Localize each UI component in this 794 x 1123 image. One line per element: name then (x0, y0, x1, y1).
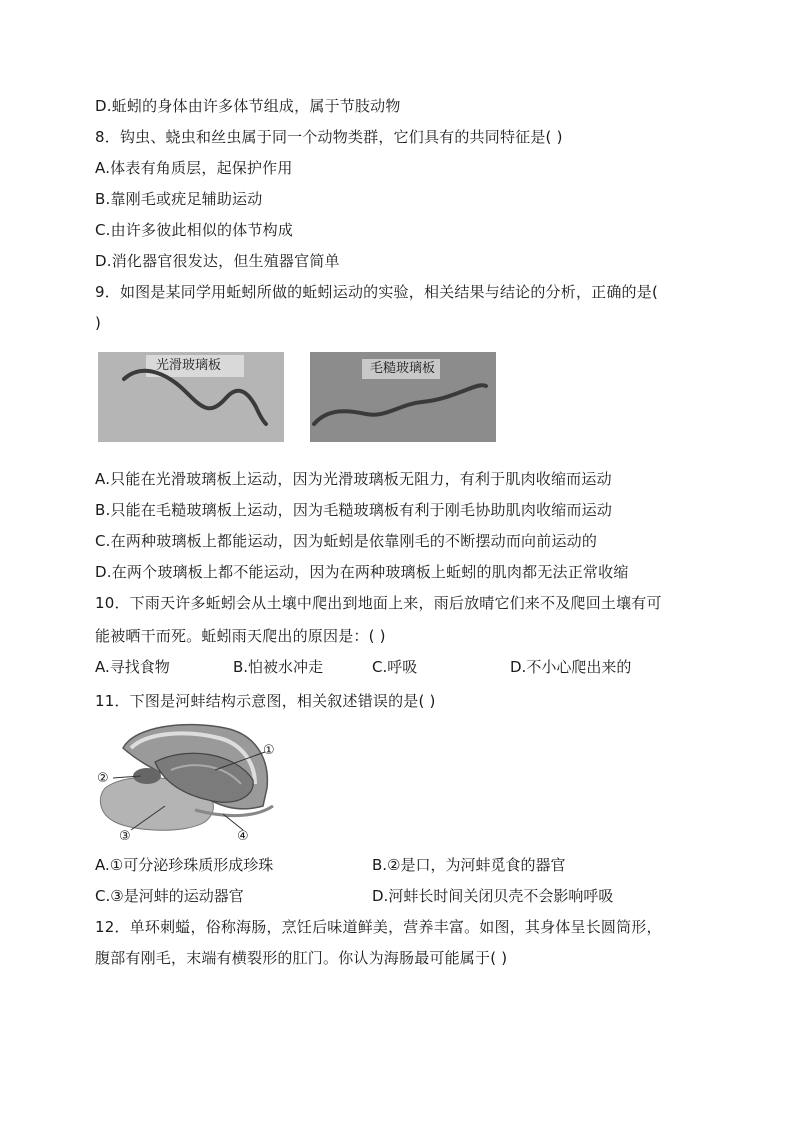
rough-glass-plate-figure (310, 352, 496, 442)
q10-stem-line1: 10．下雨天许多蚯蚓会从土壤中爬出到地面上来，雨后放晴它们来不及爬回土壤有可 (95, 594, 662, 612)
q11-option-a: A.①可分泌珍珠质形成珍珠 (95, 856, 274, 874)
q9-stem-line1: 9．如图是某同学用蚯蚓所做的蚯蚓运动的实验，相关结果与结论的分析，正确的是( (95, 283, 658, 301)
marker-1: ① (263, 743, 275, 758)
marker-4: ④ (237, 829, 249, 844)
q12-stem-line2: 腹部有刚毛，末端有横裂形的肛门。你认为海肠最可能属于( ) (95, 949, 508, 967)
q11-option-b: B.②是口，为河蚌觅食的器官 (372, 856, 566, 874)
q11-stem: 11．下图是河蚌结构示意图，相关叙述错误的是( ) (95, 692, 436, 710)
marker-2: ② (97, 771, 109, 786)
mussel-structure-figure (95, 718, 295, 848)
rough-glass-label: 毛糙玻璃板 (370, 361, 436, 376)
marker-3: ③ (119, 829, 131, 844)
q10-option-d: D.不小心爬出来的 (510, 658, 632, 676)
q9-option-b: B.只能在毛糙玻璃板上运动，因为毛糙玻璃板有利于刚毛协助肌肉收缩而运动 (95, 501, 613, 519)
q9-option-a: A.只能在光滑玻璃板上运动，因为光滑玻璃板无阻力，有利于肌肉收缩而运动 (95, 470, 612, 488)
q8-option-a: A.体表有角质层，起保护作用 (95, 159, 293, 177)
q8-stem: 8．钩虫、蛲虫和丝虫属于同一个动物类群，它们具有的共同特征是( ) (95, 128, 563, 146)
q11-option-d: D.河蚌长时间关闭贝壳不会影响呼吸 (372, 887, 614, 905)
q11-option-c: C.③是河蚌的运动器官 (95, 887, 244, 905)
q10-option-c: C.呼吸 (372, 658, 418, 676)
q9-stem-line2: ) (95, 314, 102, 332)
q10-stem-line2: 能被晒干而死。蚯蚓雨天爬出的原因是：( ) (95, 627, 386, 645)
smooth-glass-plate-figure (98, 352, 284, 442)
q8-option-d: D.消化器官很发达，但生殖器官简单 (95, 252, 340, 270)
q9-option-c: C.在两种玻璃板上都能运动，因为蚯蚓是依靠刚毛的不断摆动而向前运动的 (95, 532, 598, 550)
q8-option-c: C.由许多彼此相似的体节构成 (95, 221, 294, 239)
q10-option-a: A.寻找食物 (95, 658, 170, 676)
q9-option-d: D.在两个玻璃板上都不能运动，因为在两种玻璃板上蚯蚓的肌肉都无法正常收缩 (95, 563, 629, 581)
q12-stem-line1: 12．单环刺螠，俗称海肠，烹饪后味道鲜美，营养丰富。如图，其身体呈长圆筒形， (95, 918, 662, 936)
q10-option-b: B.怕被水冲走 (233, 658, 324, 676)
q7-option-d: D.蚯蚓的身体由许多体节组成，属于节肢动物 (95, 97, 401, 115)
smooth-glass-label: 光滑玻璃板 (156, 358, 222, 373)
q8-option-b: B.靠刚毛或疣足辅助运动 (95, 190, 263, 208)
